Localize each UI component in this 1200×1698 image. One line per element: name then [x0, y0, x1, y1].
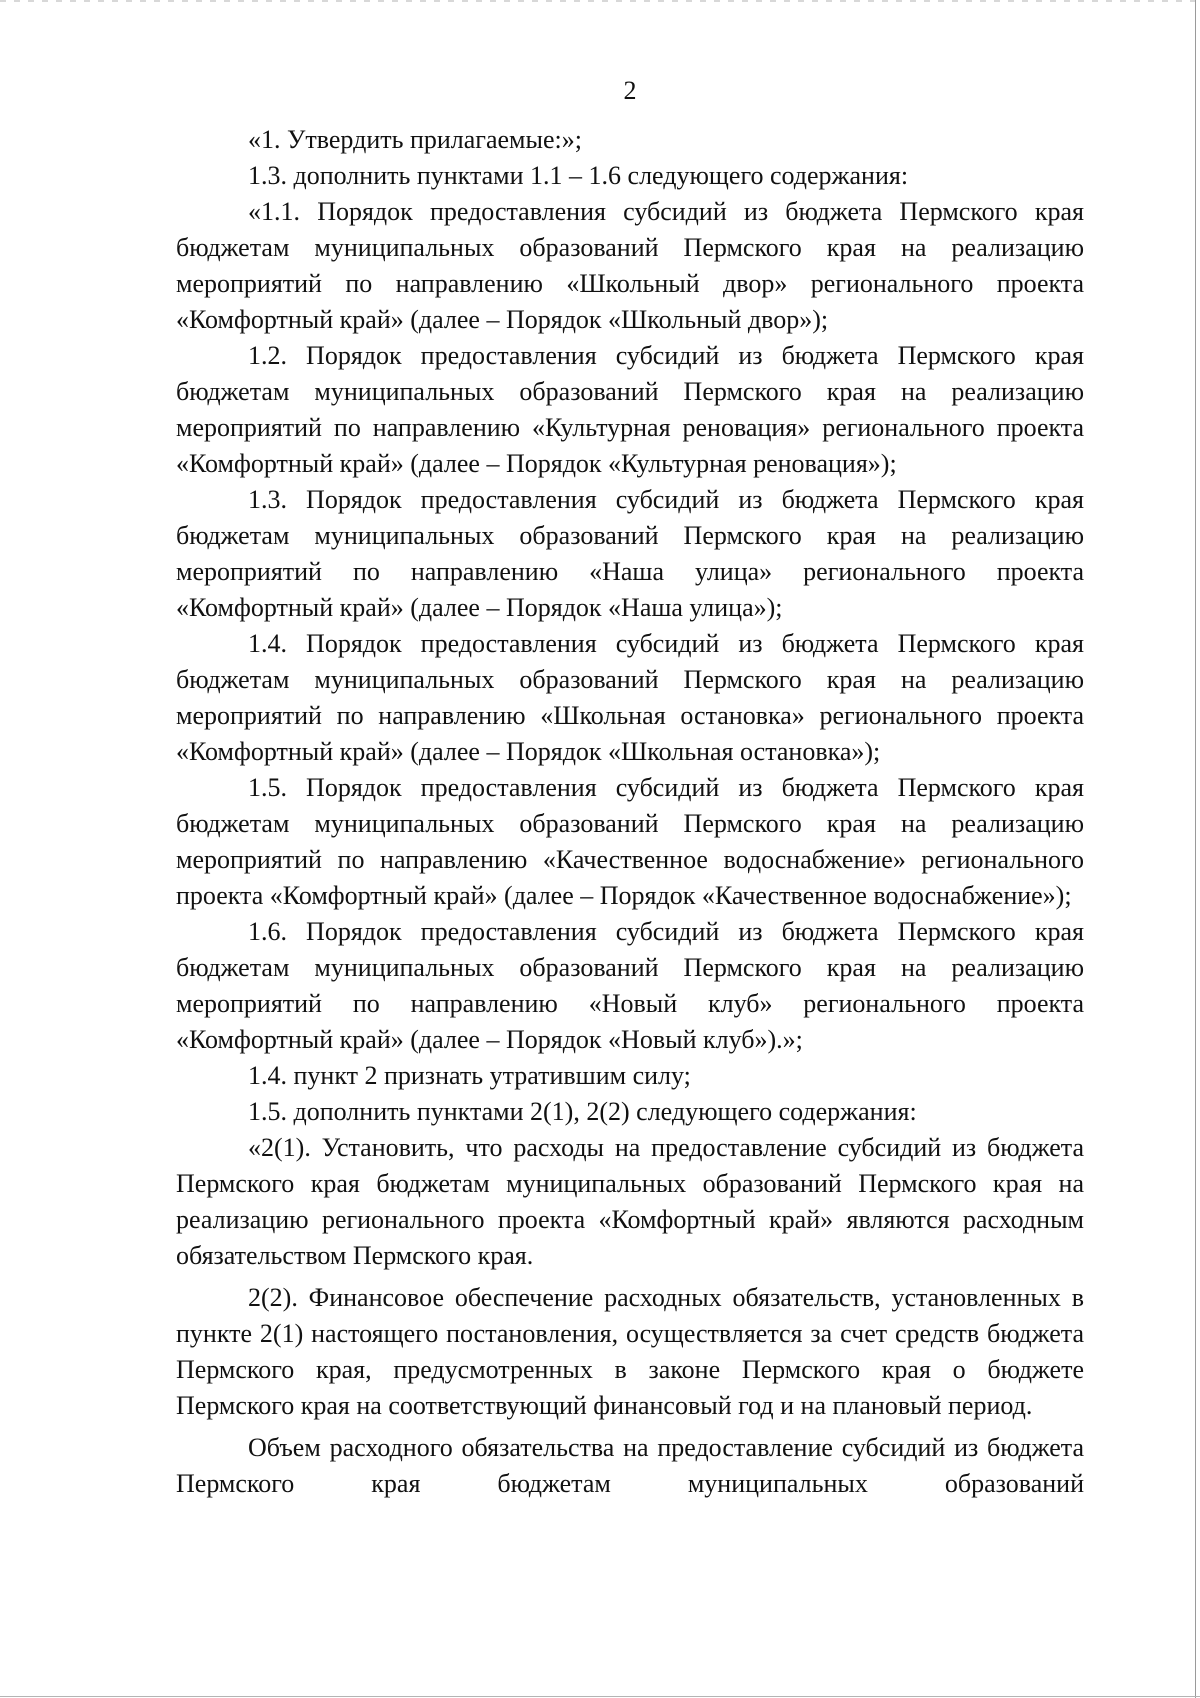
paragraph: «1.1. Порядок предоставления субсидий из бюджета Пермского края бюджетам муниципальных образований Пермского края на реализацию мероприятий по направлению «Школьный двор» регионального проекта «Комфортный край» (далее – Порядок «Школьный двор»);: [176, 197, 1084, 334]
scan-edge-bottom: [0, 1696, 1200, 1697]
paragraph: 1.5. Порядок предоставления субсидий из бюджета Пермского края бюджетам муниципальных образований Пермского края на реализацию мероприятий по направлению «Качественное водоснабжение» регионального проекта «Комфортный край» (далее – Порядок «Качественное водоснабжение»);: [176, 773, 1084, 910]
paragraph: Объем расходного обязательства на предоставление субсидий из бюджета Пермского края бюджетам муниципальных образований: [176, 1433, 1084, 1498]
paragraph: 2(2). Финансовое обеспечение расходных обязательств, установленных в пункте 2(1) настоящего постановления, осуществляется за счет средств бюджета Пермского края, предусмотренных в законе Пермского края о бюджете Пермского края на соответствующий финансовый год и на плановый период.: [176, 1283, 1084, 1420]
paragraph: «1. Утвердить прилагаемые:»;: [248, 125, 582, 154]
paragraph: 1.4. Порядок предоставления субсидий из бюджета Пермского края бюджетам муниципальных образований Пермского края на реализацию мероприятий по направлению «Школьная остановка» регионального проекта «Комфортный край» (далее – Порядок «Школьная остановка»);: [176, 629, 1084, 766]
paragraph: 1.3. дополнить пунктами 1.1 – 1.6 следующего содержания:: [248, 161, 909, 190]
paragraph: 1.6. Порядок предоставления субсидий из бюджета Пермского края бюджетам муниципальных образований Пермского края на реализацию мероприятий по направлению «Новый клуб» регионального проекта «Комфортный край» (далее – Порядок «Новый клуб»).»;: [176, 917, 1084, 1054]
paragraph: «2(1). Установить, что расходы на предоставление субсидий из бюджета Пермского края бюджетам муниципальных образований Пермского края на реализацию регионального проекта «Комфортный край» являются расходным обязательством Пермского края.: [176, 1133, 1084, 1270]
page-number: 2: [623, 76, 637, 105]
paragraph: 1.3. Порядок предоставления субсидий из бюджета Пермского края бюджетам муниципальных образований Пермского края на реализацию мероприятий по направлению «Наша улица» регионального проекта «Комфортный край» (далее – Порядок «Наша улица»);: [176, 485, 1084, 622]
document-body: [176, 122, 1084, 1502]
scan-edge-right: [1195, 0, 1196, 1698]
paragraph: 1.2. Порядок предоставления субсидий из бюджета Пермского края бюджетам муниципальных образований Пермского края на реализацию мероприятий по направлению «Культурная реновация» регионального проекта «Комфортный край» (далее – Порядок «Культурная реновация»);: [176, 341, 1084, 478]
paragraph: 1.4. пункт 2 признать утратившим силу;: [248, 1061, 691, 1090]
scan-edge-top: [0, 0, 1200, 2]
paragraph: 1.5. дополнить пунктами 2(1), 2(2) следующего содержания:: [248, 1097, 917, 1126]
